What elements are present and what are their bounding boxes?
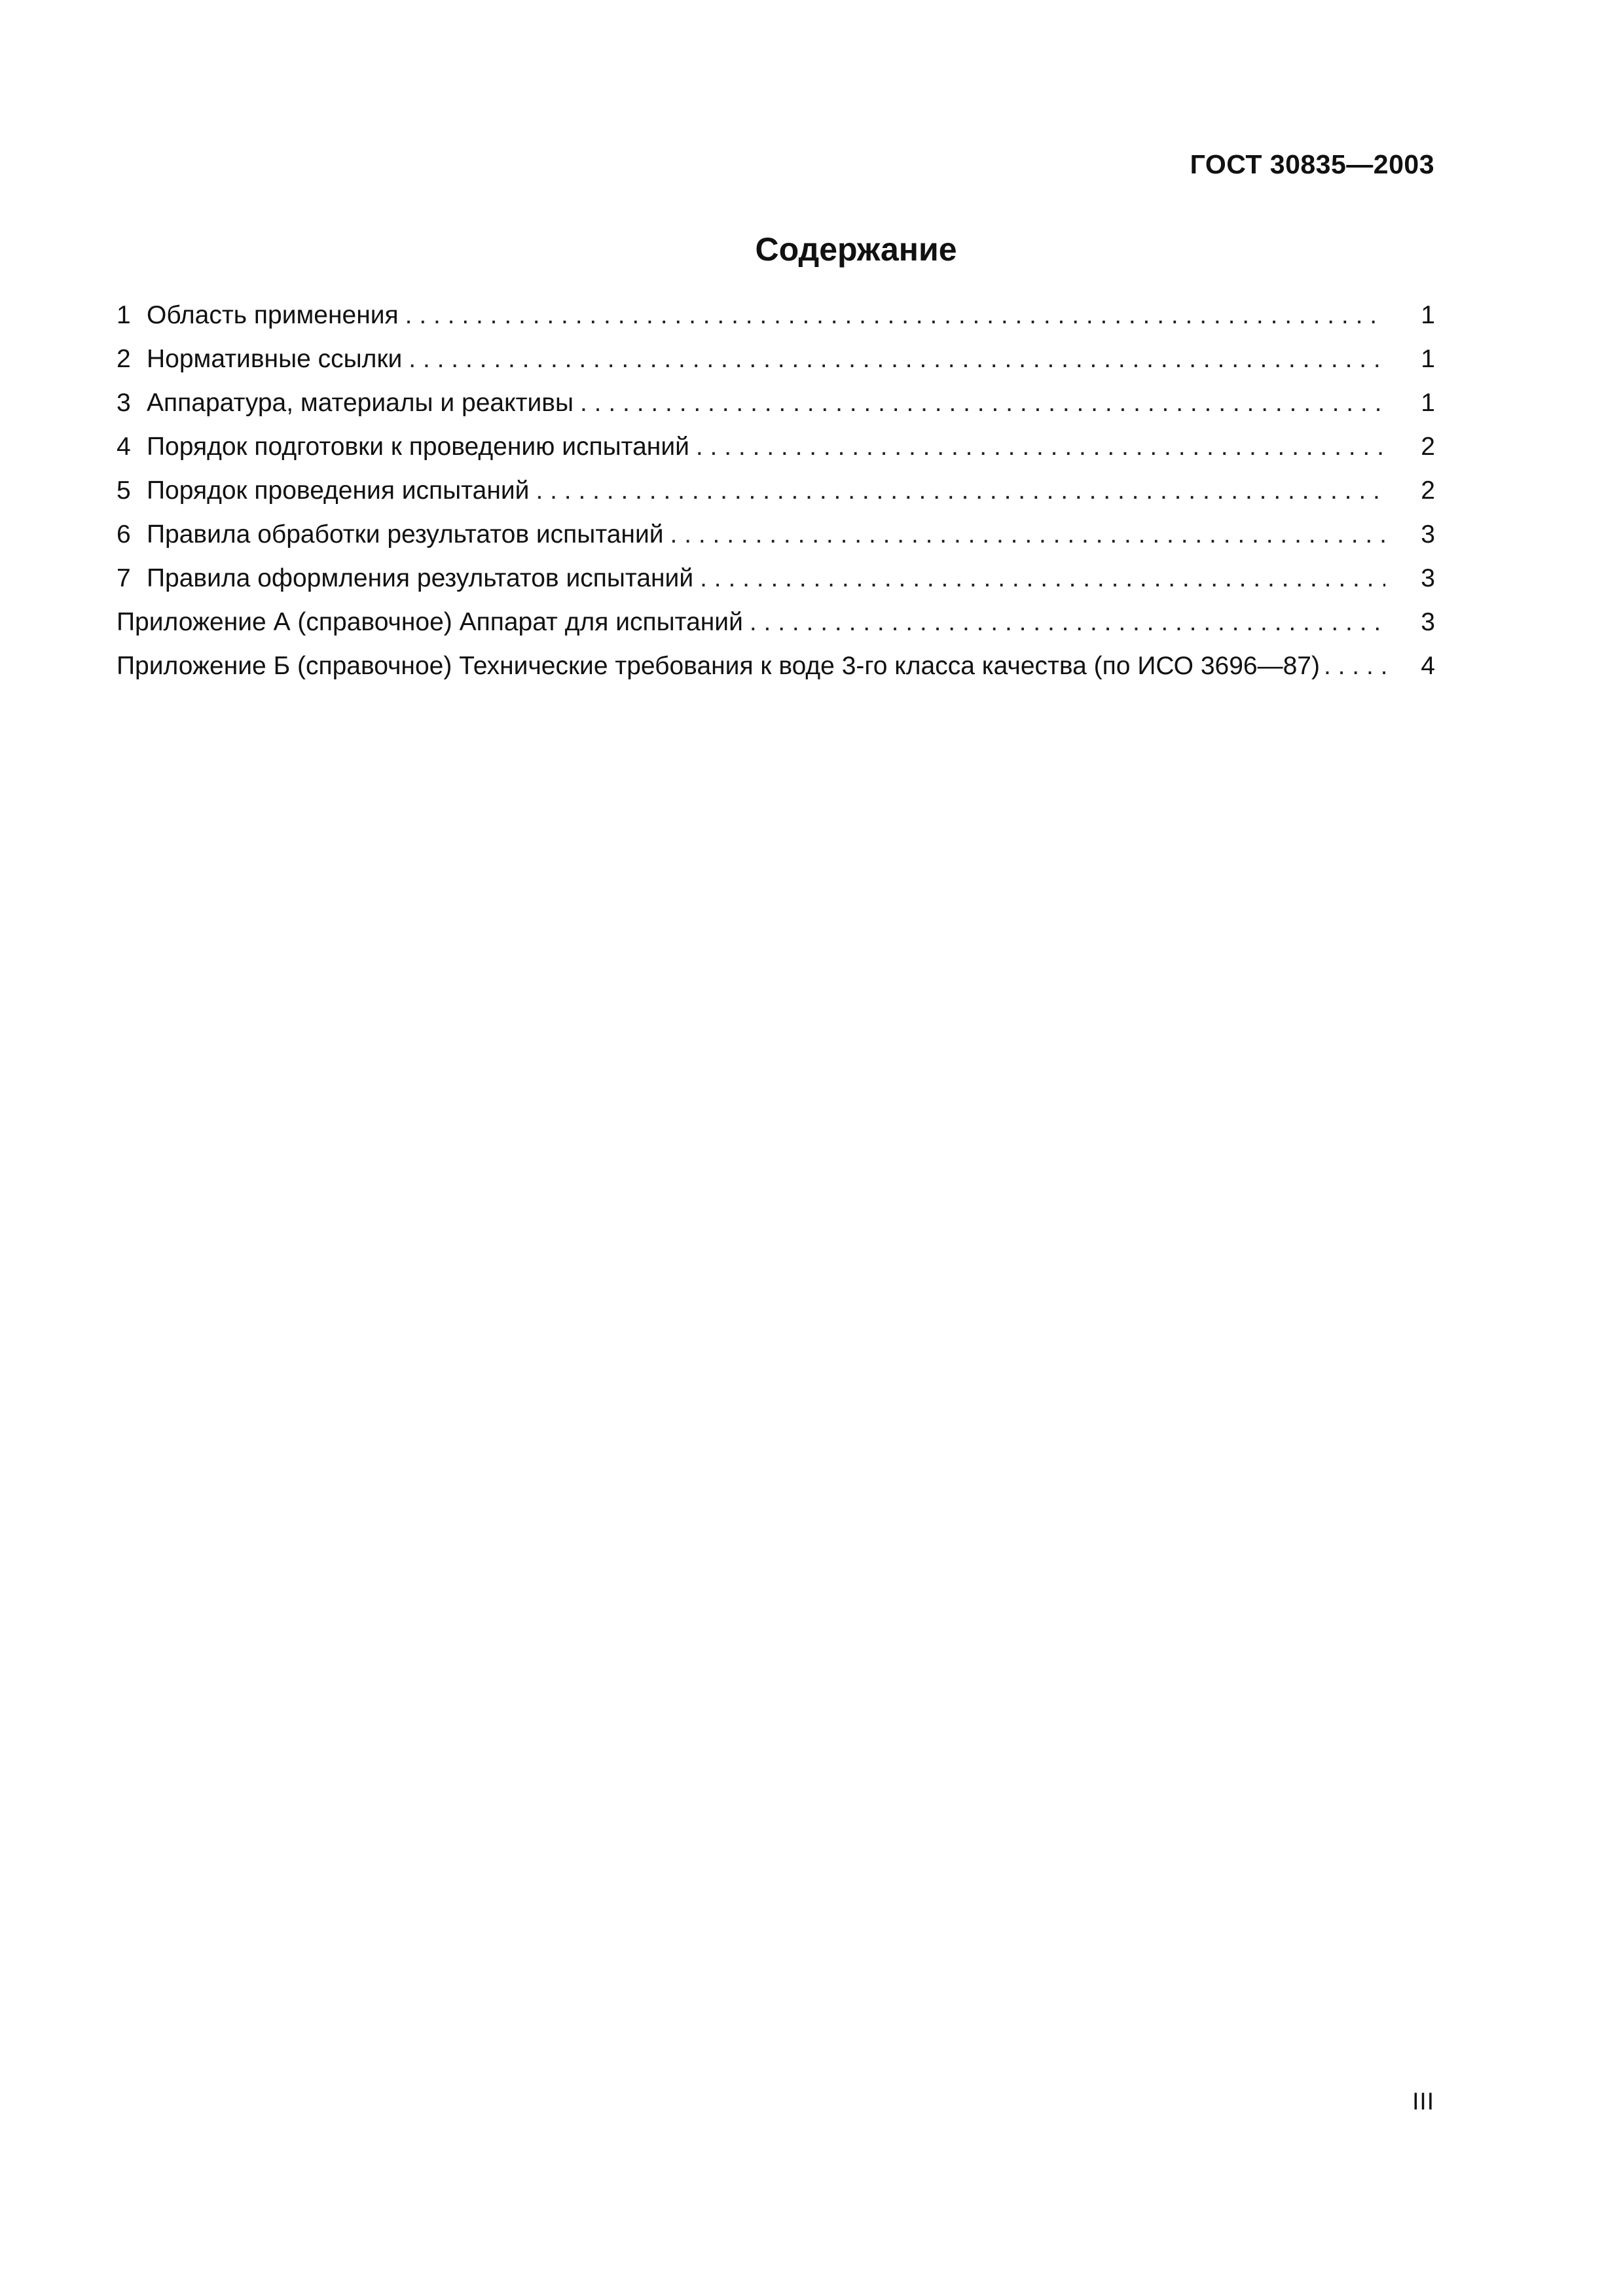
toc-entry-page: 4 [1421,652,1435,680]
toc-entry-7[interactable] [117,556,1435,600]
toc-entry-number: 7 [117,564,131,592]
toc-entry-number: 5 [117,476,131,505]
toc-entry-label: Область применения [147,301,399,329]
toc-entry-4[interactable] [117,425,1435,469]
toc-entry-appendix-b[interactable] [117,644,1435,688]
toc-entry-6[interactable] [117,512,1435,556]
toc-entry-number: 1 [117,301,131,329]
dot-leader [580,381,1385,425]
toc-entry-page: 2 [1421,433,1435,461]
toc-entry-label: Правила обработки результатов испытаний [147,520,664,548]
document-code: ГОСТ 30835—2003 [1190,149,1434,179]
toc-entry-number: 3 [117,389,131,417]
toc-entry-page: 3 [1421,520,1435,548]
table-of-contents [117,293,1435,688]
toc-entry-label: Нормативные ссылки [147,345,403,373]
toc-entry-page: 1 [1421,301,1435,329]
toc-title-text: Содержание [755,231,957,268]
dot-leader [536,469,1385,512]
dot-leader [670,512,1385,556]
toc-entry-page: 3 [1421,564,1435,592]
toc-entry-number: 6 [117,520,131,548]
toc-entry-page: 2 [1421,476,1435,505]
dot-leader [700,556,1385,600]
toc-entry-label: Правила оформления результатов испытаний [147,564,694,592]
toc-entry-appendix-a[interactable] [117,600,1435,644]
toc-entry-label: Приложение А (справочное) Аппарат для испытаний [117,608,743,636]
toc-title [0,230,1623,268]
toc-entry-number: 4 [117,433,131,461]
toc-entry-label: Приложение Б (справочное) Технические требования к воде 3-го класса качества (по ИСО 3696—87) [117,652,1320,680]
dot-leader [696,425,1385,469]
toc-entry-3[interactable] [117,381,1435,425]
toc-entry-label: Аппаратура, материалы и реактивы [147,389,574,417]
toc-entry-5[interactable] [117,469,1435,512]
toc-entry-number: 2 [117,345,131,373]
toc-entry-label: Порядок проведения испытаний [147,476,530,505]
page-number: III [1412,2088,1434,2115]
dot-leader [409,337,1385,381]
toc-entry-page: 1 [1421,389,1435,417]
dot-leader [405,293,1385,337]
dot-leader [1324,644,1388,688]
toc-entry-2[interactable] [117,337,1435,381]
toc-entry-1[interactable] [117,293,1435,337]
dot-leader [750,600,1385,644]
toc-entry-page: 1 [1421,345,1435,373]
toc-entry-page: 3 [1421,608,1435,636]
toc-entry-label: Порядок подготовки к проведению испытаний [147,433,689,461]
